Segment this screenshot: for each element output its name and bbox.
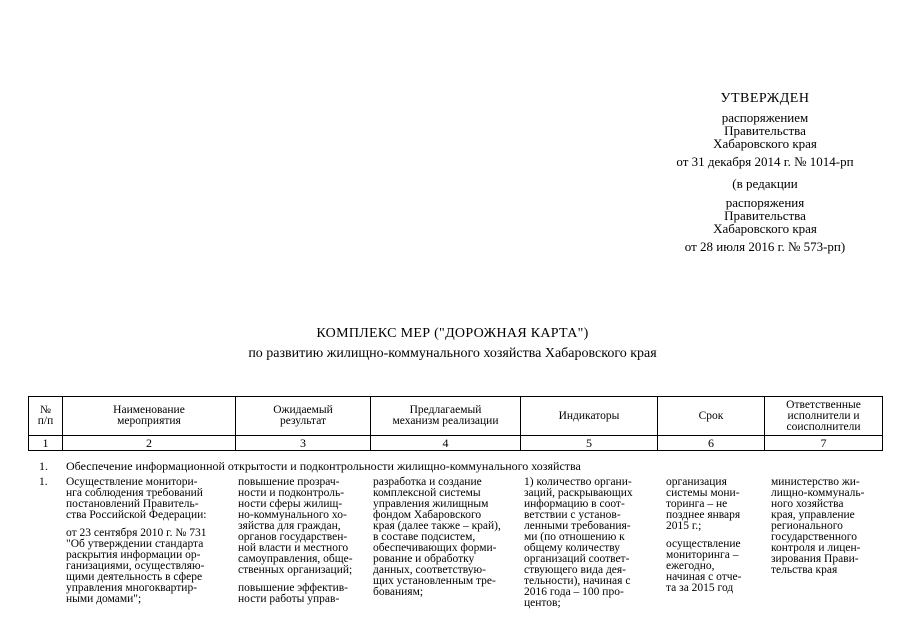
cell-line: раскрытия информации ор-: [66, 549, 201, 561]
edition-date: от 28 июля 2016 г. № 573-рп): [684, 239, 846, 254]
cell-line: управления многоквартир-: [66, 582, 198, 594]
cell-line: осуществление: [666, 538, 741, 550]
cell-line: начиная с отче-: [666, 571, 742, 583]
document-title: КОМПЛЕКС МЕР ("ДОРОЖНАЯ КАРТА"): [316, 326, 589, 341]
cell-line: та за 2015 год: [666, 582, 734, 594]
cell-line: рование и обработку: [373, 553, 475, 565]
header-text: Предлагаемый: [409, 404, 482, 416]
cell-line: системы мони-: [666, 487, 740, 499]
cell-line: органов государствен-: [238, 531, 348, 543]
cell-line: ности сферы жилищ-: [238, 498, 343, 510]
cell-line: тельности), начиная с: [524, 575, 631, 587]
edition-line: распоряжения: [725, 195, 805, 210]
cell-line: организаций соответ-: [524, 553, 630, 565]
section-number: 1.: [39, 459, 48, 473]
cell-line: министерство жи-: [771, 476, 860, 488]
column-number: 2: [63, 436, 236, 451]
column-number: 5: [521, 436, 658, 451]
cell-line: но-коммунального хо-: [238, 509, 347, 521]
header-text: Ожидаемый: [273, 404, 333, 416]
cell-line: ленными требования-: [524, 520, 631, 532]
header-cell: [521, 397, 658, 436]
cell-line: Осуществление монитори-: [66, 476, 198, 488]
cell-line: тельства края: [771, 564, 838, 576]
header-text: исполнители и: [787, 409, 860, 422]
cell-term: [666, 477, 741, 601]
cell-line: регионального: [771, 520, 843, 532]
column-number: 4: [371, 436, 521, 451]
cell-result: [238, 477, 353, 612]
header-row: [29, 397, 883, 436]
document-subtitle: по развитию жилищно-коммунального хозяйства Хабаровского края: [248, 346, 657, 361]
cell-line: "Об утверждении стандарта: [66, 538, 204, 550]
cell-paragraph: [771, 477, 865, 576]
column-number: 6: [658, 436, 765, 451]
cell-line: ной власти и местного: [238, 542, 349, 554]
cell-line: комплексной системы: [373, 487, 481, 499]
cell-line: разработка и создание: [373, 476, 482, 488]
cell-line: повышение прозрач-: [238, 476, 340, 488]
cell-line: фондом Хабаровского: [373, 509, 482, 521]
header-text: п/п: [37, 415, 54, 427]
row-number: 1.: [39, 476, 48, 488]
cell-line: ного хозяйства: [771, 498, 844, 510]
cell-line: самоуправления, обще-: [238, 553, 353, 565]
header-text: №: [40, 404, 51, 416]
cell-line: края, управление: [771, 509, 855, 521]
cell-line: ности работы управ-: [238, 593, 340, 605]
cell-line: 1) количество органи-: [524, 476, 632, 488]
column-number: 3: [236, 436, 371, 451]
cell-line: края (далее также – край),: [373, 520, 501, 532]
header-cell: [371, 397, 521, 436]
cell-line: государственного: [771, 531, 857, 543]
cell-line: организация: [666, 476, 727, 488]
cell-line: повышение эффектив-: [238, 582, 348, 594]
cell-indicators: [524, 477, 633, 616]
cell-mechanism: [373, 477, 501, 605]
edition-line: (в редакции: [732, 176, 798, 191]
cell-line: зирования Прави-: [771, 553, 859, 565]
approval-line: распоряжением: [721, 110, 809, 125]
plan-table-header: [28, 396, 883, 451]
cell-line: управления жилищным: [373, 498, 489, 510]
cell-line: ветствии с установ-: [524, 509, 621, 521]
cell-line: позднее января: [666, 509, 741, 521]
column-number-row: [29, 436, 883, 451]
cell-line: зяйства для граждан,: [238, 520, 341, 532]
cell-paragraph: [373, 477, 501, 598]
cell-line: от 23 сентября 2010 г. № 731: [66, 527, 207, 539]
cell-line: общему количеству: [524, 542, 621, 554]
cell-line: данных, соответствую-: [373, 564, 486, 576]
header-cell: [765, 397, 883, 436]
edition-line: Хабаровского края: [713, 221, 817, 236]
header-text: Наименование: [113, 404, 185, 416]
cell-line: щими деятельность в сфере: [66, 571, 203, 583]
cell-paragraph: [238, 477, 353, 576]
header-text: результат: [279, 415, 327, 427]
cell-line: центов;: [524, 597, 561, 609]
cell-line: нга соблюдения требований: [66, 487, 203, 499]
cell-line: ежегодно,: [666, 560, 715, 572]
cell-paragraph: [66, 477, 206, 521]
cell-line: мониторинга –: [666, 549, 739, 561]
approval-line: Правительства: [724, 123, 806, 138]
edition-line: Правительства: [724, 208, 806, 223]
header-cell: [236, 397, 371, 436]
header-text: Индикаторы: [558, 409, 620, 422]
cell-line: обеспечивающих форми-: [373, 542, 497, 554]
cell-line: информацию в соот-: [524, 498, 625, 510]
section-title: Обеспечение информационной открытости и подконтрольности жилищно-коммунального хозяйства: [66, 459, 581, 473]
cell-line: бованиям;: [373, 586, 424, 598]
cell-line: 2016 года – 100 про-: [524, 586, 624, 598]
approval-date: от 31 декабря 2014 г. № 1014-рп: [676, 154, 854, 169]
cell-line: ственных организаций;: [238, 564, 353, 576]
cell-line: в составе подсистем,: [373, 531, 476, 543]
cell-paragraph: [238, 583, 353, 605]
header-text: Ответственные: [786, 398, 861, 411]
cell-line: ствующего вида дея-: [524, 564, 627, 576]
cell-line: ми (по отношению к: [524, 531, 625, 543]
approval-block: [640, 92, 890, 253]
header-text: Срок: [698, 409, 724, 422]
cell-paragraph: [524, 477, 633, 609]
header-text: мероприятия: [117, 415, 181, 427]
cell-responsible: [771, 477, 865, 583]
cell-paragraph: [666, 539, 741, 594]
header-text: механизм реализации: [392, 415, 499, 427]
column-number: 7: [765, 436, 883, 451]
cell-line: щих установленным тре-: [373, 575, 496, 587]
header-cell: [658, 397, 765, 436]
cell-line: заций, раскрывающих: [524, 487, 633, 499]
cell-name: [66, 477, 206, 612]
header-cell: [63, 397, 236, 436]
column-number: 1: [29, 436, 63, 451]
section-heading: [39, 459, 581, 474]
cell-paragraph: [666, 477, 741, 532]
cell-paragraph: [66, 528, 206, 605]
cell-line: ства Российской Федерации:: [66, 509, 207, 521]
cell-line: торинга – не: [666, 498, 728, 510]
cell-line: 2015 г.;: [666, 520, 702, 532]
header-text: соисполнители: [786, 420, 861, 433]
cell-line: лищно-коммуналь-: [771, 487, 865, 499]
cell-line: ганизациями, осуществляю-: [66, 560, 205, 572]
approval-title: УТВЕРЖДЕН: [720, 91, 810, 106]
cell-line: ности и подконтроль-: [238, 487, 345, 499]
approval-line: Хабаровского края: [713, 136, 817, 151]
cell-line: контроля и лицен-: [771, 542, 861, 554]
cell-line: ными домами";: [66, 593, 142, 605]
cell-line: постановлений Правитель-: [66, 498, 199, 510]
header-cell: [29, 397, 63, 436]
